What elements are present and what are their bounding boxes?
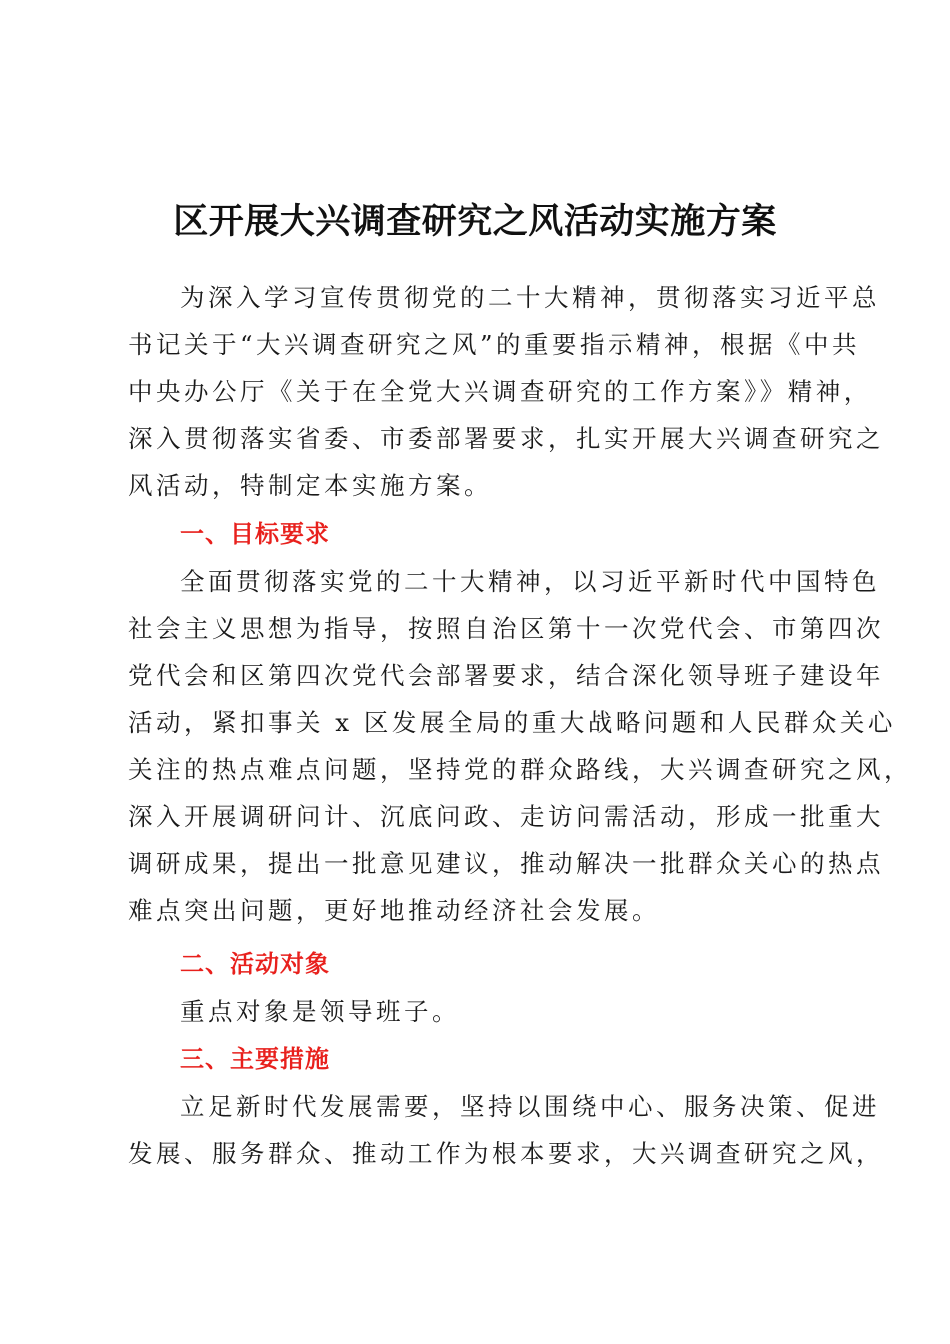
section1-line-3: 党代会和区第四次党代会部署要求，结合深化领导班子建设年 [128,661,884,690]
section-heading-targets: 二、活动对象 [180,950,330,978]
intro-line-2: 书记关于“大兴调查研究之风”的重要指示精神，根据《中共 [128,330,861,359]
intro-line-3: 中央办公厅《关于在全党大兴调查研究的工作方案》》精神， [128,377,872,406]
document-title: 区开展大兴调查研究之风活动实施方案 [173,202,777,242]
intro-line-5: 风活动，特制定本实施方案。 [128,471,492,500]
section3-line-2: 发展、服务群众、推动工作为根本要求，大兴调查研究之风， [128,1139,884,1168]
intro-line-4: 深入贯彻落实省委、市委部署要求，扎实开展大兴调查研究之 [128,424,884,453]
section2-line-1: 重点对象是领导班子。 [180,997,460,1026]
section1-line-5: 关注的热点难点问题，坚持党的群众路线，大兴调查研究之风， [128,755,912,784]
section1-line-8: 难点突出问题，更好地推动经济社会发展。 [128,896,660,925]
section1-line-6: 深入开展调研问计、沉底问政、走访问需活动，形成一批重大 [128,802,884,831]
section-heading-goals: 一、目标要求 [180,520,330,548]
section-heading-measures: 三、主要措施 [180,1045,330,1073]
section1-line-2: 社会主义思想为指导，按照自治区第十一次党代会、市第四次 [128,614,884,643]
section1-line-7: 调研成果，提出一批意见建议，推动解决一批群众关心的热点 [128,849,884,878]
section1-line-1: 全面贯彻落实党的二十大精神，以习近平新时代中国特色 [180,567,880,596]
intro-line-1: 为深入学习宣传贯彻党的二十大精神，贯彻落实习近平总 [180,283,880,312]
section3-line-1: 立足新时代发展需要，坚持以围绕中心、服务决策、促进 [180,1092,880,1121]
section1-line-4: 活动，紧扣事关 x 区发展全局的重大战略问题和人民群众关心 [128,708,896,737]
